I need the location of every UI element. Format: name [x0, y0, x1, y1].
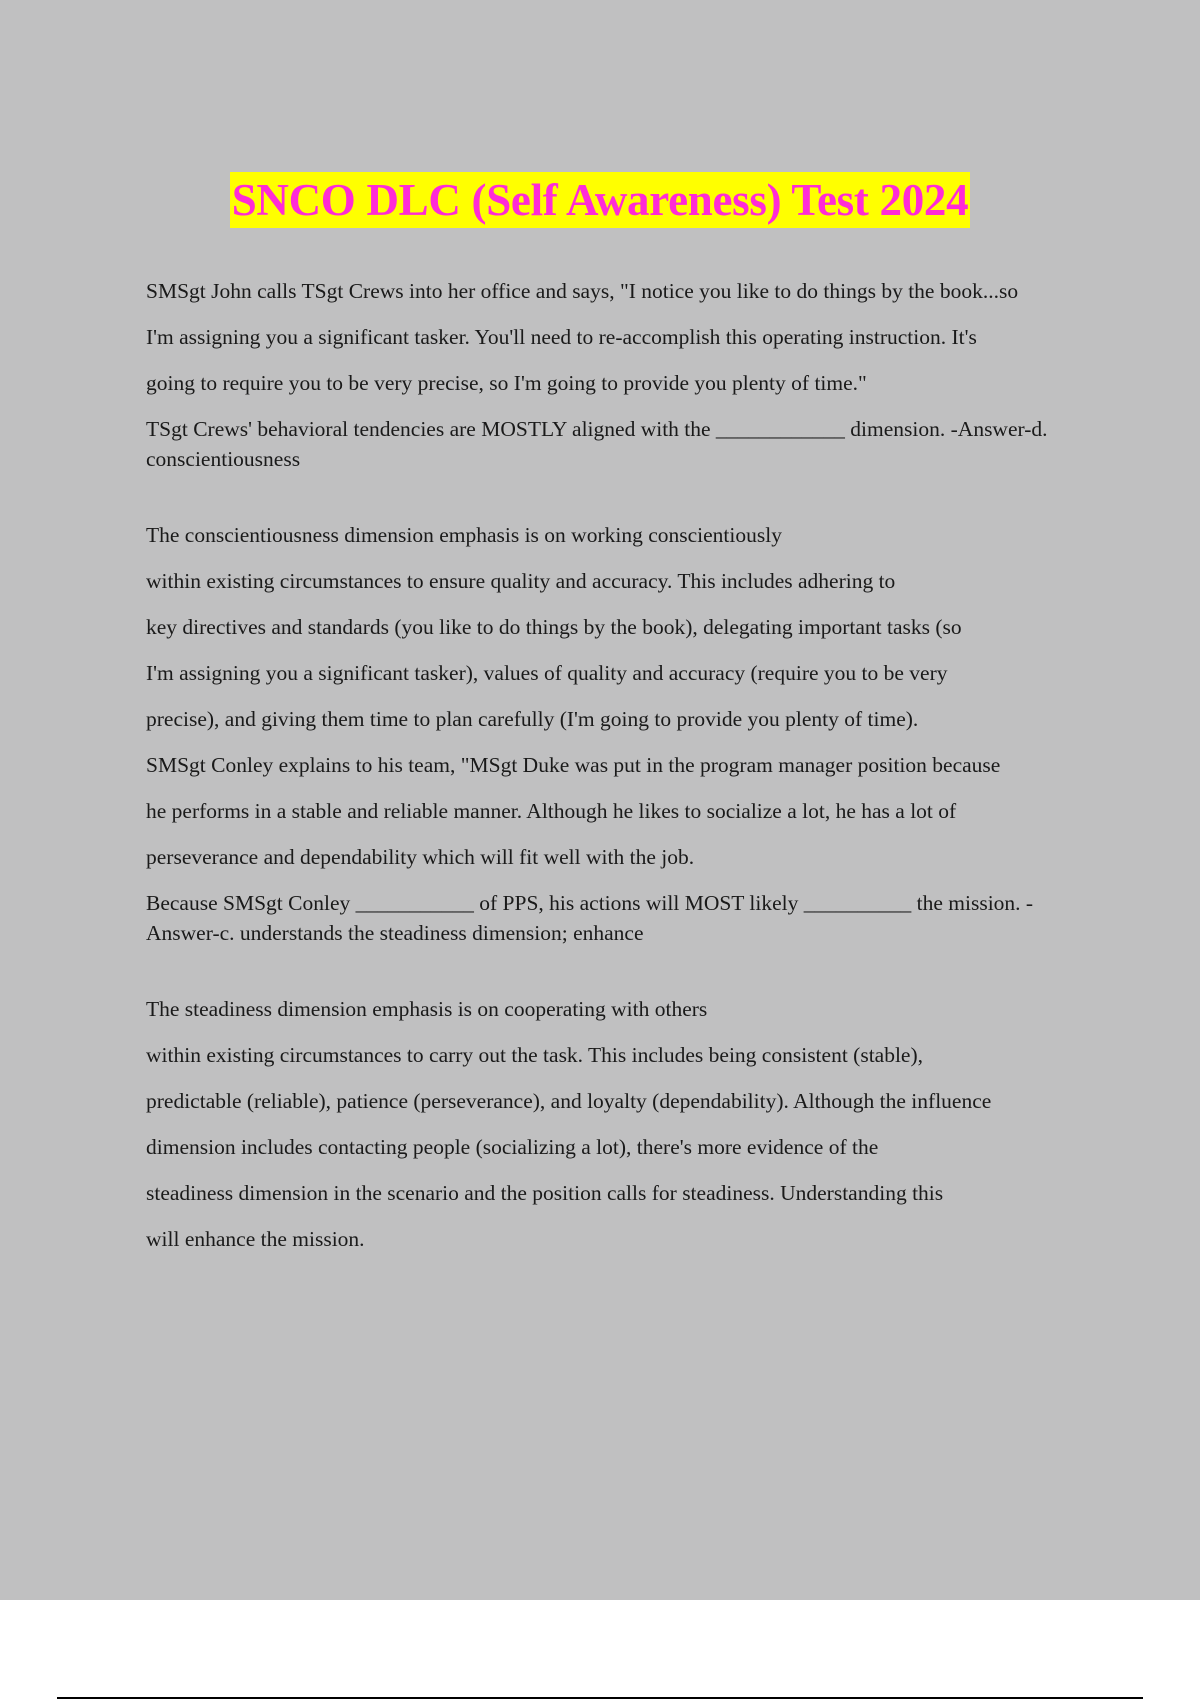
document-body	[146, 276, 1096, 1270]
question-1-line-3: going to require you to be very precise, so I'm going to provide you plenty of time."	[146, 371, 867, 395]
explanation-2-line-1: The steadiness dimension emphasis is on cooperating with others	[146, 997, 708, 1021]
question-2-line-2: he performs in a stable and reliable manner. Although he likes to socialize a lot, he has a lot of	[146, 799, 957, 823]
explanation-1-line-4: I'm assigning you a significant tasker), values of quality and accuracy (require you to be very	[146, 661, 948, 685]
question-1-line-1: SMSgt John calls TSgt Crews into her office and says, "I notice you like to do things by the book...so	[146, 279, 1019, 303]
explanation-1-line-2: within existing circumstances to ensure quality and accuracy. This includes adhering to	[146, 569, 896, 593]
explanation-2-line-2: within existing circumstances to carry out the task. This includes being consistent (stable),	[146, 1043, 924, 1067]
question-2-line-1: SMSgt Conley explains to his team, "MSgt Duke was put in the program manager position because	[146, 753, 1001, 777]
spacer	[146, 948, 1096, 994]
footer-divider	[57, 1697, 1143, 1699]
document-title: SNCO DLC (Self Awareness) Test 2024	[230, 172, 971, 228]
explanation-2-line-3: predictable (reliable), patience (perseverance), and loyalty (dependability). Although the influence	[146, 1089, 992, 1113]
spacer	[146, 474, 1096, 520]
title-wrapper	[0, 172, 1200, 228]
explanation-1-line-1: The conscientiousness dimension emphasis is on working conscientiously	[146, 523, 782, 547]
question-2-answer: Because SMSgt Conley ___________ of PPS, his actions will MOST likely __________ the mission. -Answer-c. understands the steadiness dimension; enhance	[146, 891, 1034, 945]
question-1-answer: TSgt Crews' behavioral tendencies are MOSTLY aligned with the ____________ dimension. -Answer-d. conscientiousness	[146, 417, 1048, 471]
question-1-line-2: I'm assigning you a significant tasker. You'll need to re-accomplish this operating instruction. It's	[146, 325, 977, 349]
explanation-2-line-6: will enhance the mission.	[146, 1227, 365, 1251]
explanation-2-line-5: steadiness dimension in the scenario and the position calls for steadiness. Understanding this	[146, 1181, 944, 1205]
question-2-line-3: perseverance and dependability which will fit well with the job.	[146, 845, 695, 869]
explanation-1-line-5: precise), and giving them time to plan carefully (I'm going to provide you plenty of time).	[146, 707, 919, 731]
explanation-1-line-3: key directives and standards (you like to do things by the book), delegating important tasks (so	[146, 615, 962, 639]
explanation-2-line-4: dimension includes contacting people (socializing a lot), there's more evidence of the	[146, 1135, 879, 1159]
